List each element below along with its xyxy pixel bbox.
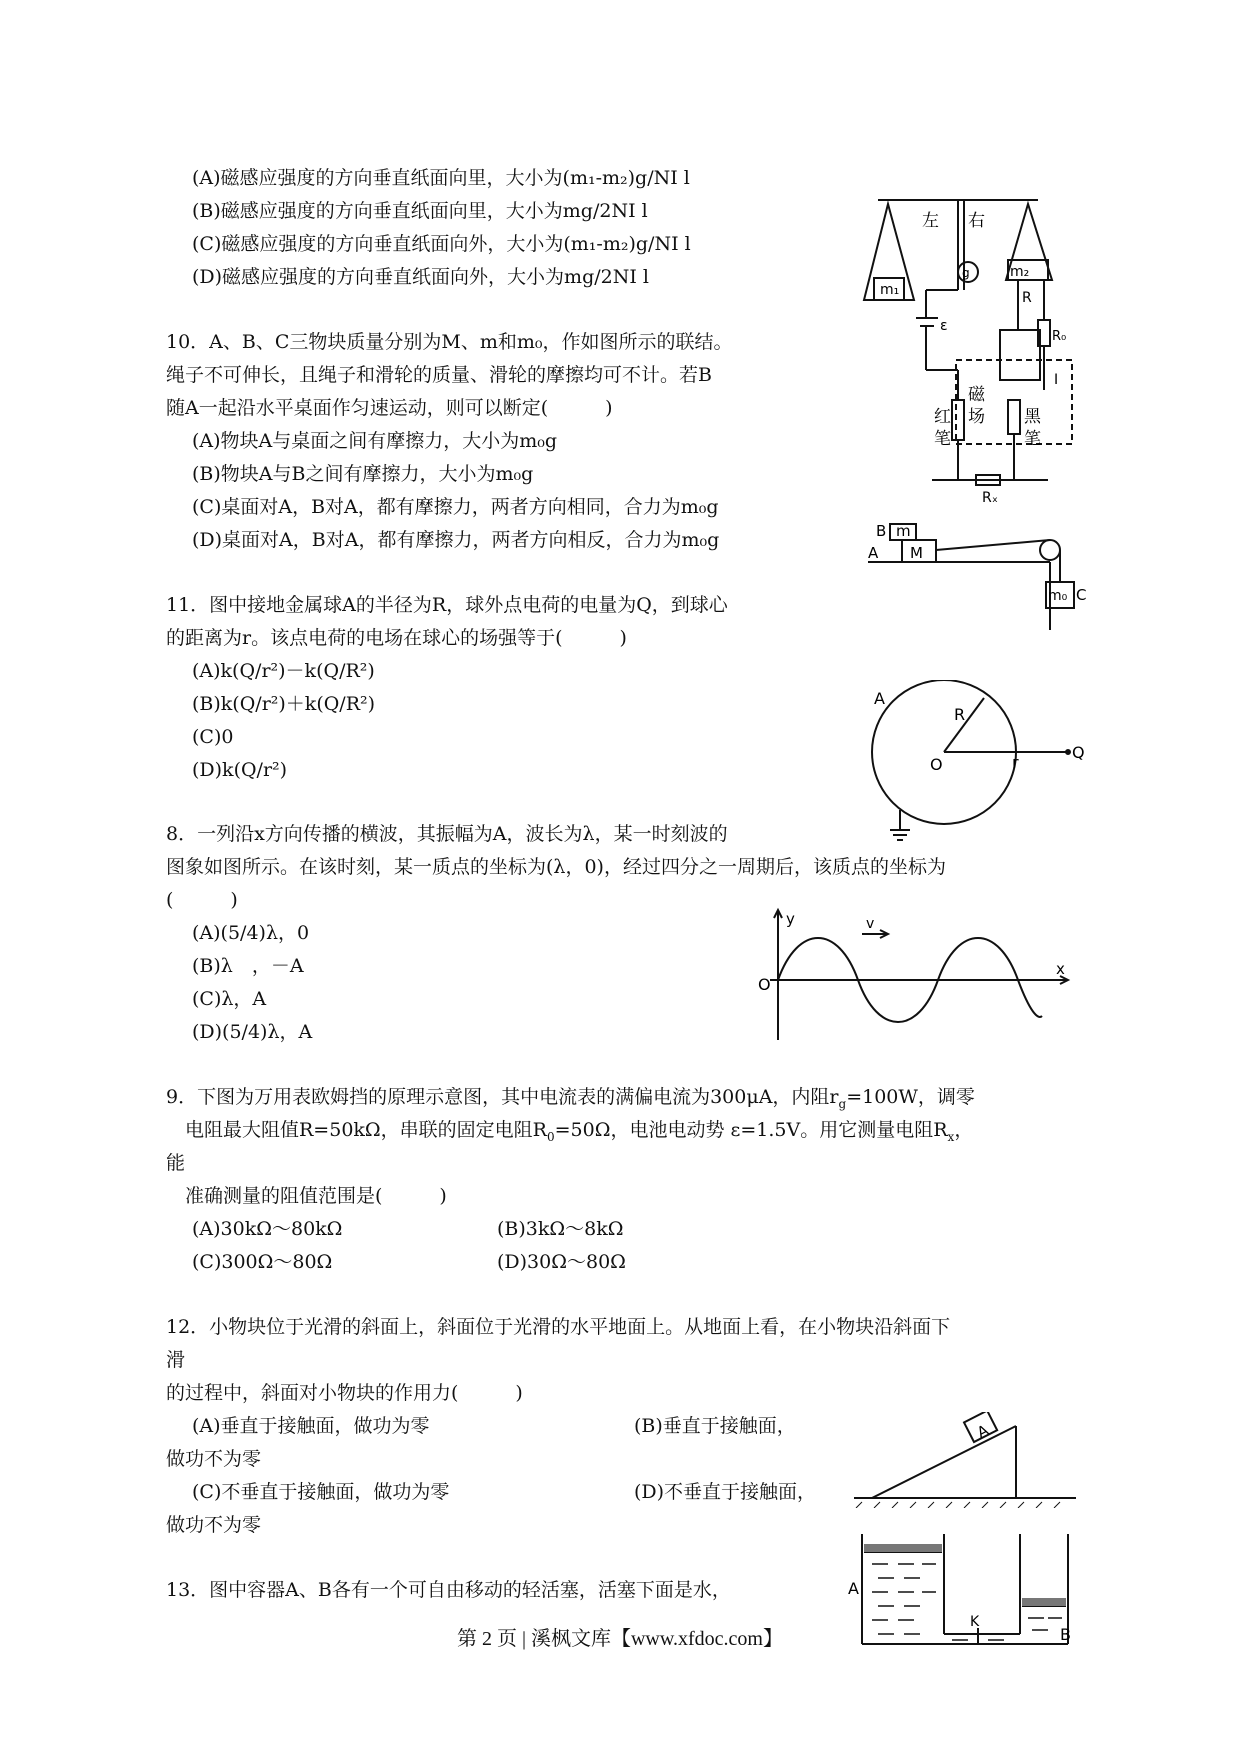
q11-stem-2: 的距离为r。该点电荷的电场在球心的场强等于( ): [166, 627, 627, 649]
q9-option-c: (C)300Ω～80Ω: [192, 1251, 333, 1273]
q9-option-b: (B)3kΩ～8kΩ: [497, 1218, 624, 1240]
balance-m1-label: m₁: [880, 282, 900, 298]
q12-option-d: (D)不垂直于接触面，: [634, 1481, 817, 1503]
q8-option-d: (D)(5/4)λ，A: [192, 1021, 313, 1043]
grounded-sphere-figure: [860, 680, 1100, 850]
balance-circuit-figure: [858, 190, 1088, 530]
q9-option-a: (A)30kΩ～80kΩ: [192, 1218, 343, 1240]
q8-option-b: (B)λ ，－A: [192, 955, 304, 977]
galvanometer-g-label: g: [962, 266, 970, 280]
charge-q-label: Q: [1072, 743, 1085, 762]
y-axis-label: y: [786, 910, 795, 928]
resistor-r0-label: R₀: [1052, 329, 1067, 344]
q9-stem-1: 9．下图为万用表欧姆挡的原理示意图，其中电流表的满偏电流为300μA，内阻$r_g=100W$，调零: [166, 1086, 975, 1111]
black-probe-label-1: 黑: [1024, 407, 1041, 427]
q9-stem-4: 准确测量的阻值范围是( ): [166, 1185, 447, 1207]
q12-option-b: (B)垂直于接触面，: [634, 1415, 796, 1437]
q11-option-b: (B)k(Q/r²)＋k(Q/R²): [192, 693, 376, 715]
block-a-label: A: [868, 544, 879, 562]
blocks-pulley-figure: [860, 522, 1100, 632]
incline-block-label: A: [974, 1421, 992, 1442]
q10-stem-3: 随A一起沿水平桌面作匀速运动，则可以断定( ): [166, 397, 613, 419]
incline-figure: [850, 1412, 1080, 1508]
q12-stem-3: 的过程中，斜面对小物块的作用力( ): [166, 1382, 523, 1404]
container-b-label: B: [1060, 1625, 1071, 1644]
container-a-label: A: [848, 1579, 859, 1598]
option-a: (A)磁感应强度的方向垂直纸面向里，大小为(m₁-m₂)g/NI l: [192, 167, 690, 189]
balance-m2-label: m₂: [1010, 264, 1030, 280]
block-b-label: B: [876, 522, 887, 540]
balance-left-label: 左: [922, 211, 939, 231]
balance-r-label: R: [1022, 290, 1032, 306]
q11-option-c: (C)0: [192, 726, 234, 748]
q10-option-a: (A)物块A与桌面之间有摩擦力，大小为m₀g: [192, 430, 558, 452]
wave-graph-figure: [750, 906, 1080, 1046]
q9-stem-2: 电阻最大阻值R=50kΩ，串联的固定电阻$R_0=50\Omega$，电池电动势 ε=1.5V。用它测量电阻$R_x$，: [166, 1119, 974, 1144]
sphere-center-label: O: [930, 755, 943, 774]
sphere-a-label: A: [874, 689, 885, 708]
valve-k-label: K: [970, 1614, 980, 1630]
q8-option-a: (A)(5/4)λ，0: [192, 922, 310, 944]
q12-option-c: (C)不垂直于接触面，做功为零: [192, 1481, 450, 1503]
q8-stem-1: 8．一列沿x方向传播的横波，其振幅为A，波长为λ，某一时刻波的: [166, 823, 728, 845]
q8-option-c: (C)λ，A: [192, 988, 267, 1010]
q9-option-d: (D)30Ω～80Ω: [497, 1251, 626, 1273]
black-probe-label-2: 笔: [1024, 429, 1041, 449]
q12-option-d-cont: 做功不为零: [166, 1514, 262, 1536]
sphere-radius-label: R: [954, 705, 966, 724]
balance-right-label: 右: [968, 211, 985, 231]
q12-option-b-cont: 做功不为零: [166, 1448, 262, 1470]
q8-stem-3: ( ): [166, 889, 238, 911]
battery-eps-label: ε: [940, 318, 948, 334]
field-mag1-label: 磁: [968, 385, 985, 405]
option-b: (B)磁感应强度的方向垂直纸面向里，大小为mg/2NI l: [192, 200, 648, 222]
q9-stem-3: 能: [166, 1152, 186, 1174]
q10-stem-2: 绳子不可伸长，且绳子和滑轮的质量、滑轮的摩擦均可不计。若B: [166, 364, 712, 386]
q10-option-c: (C)桌面对A，B对A，都有摩擦力，两者方向相同，合力为m₀g: [192, 496, 719, 518]
q12-option-a: (A)垂直于接触面，做功为零: [192, 1415, 430, 1437]
resistor-rx-label: Rₓ: [982, 490, 998, 506]
q12-stem-1: 12．小物块位于光滑的斜面上，斜面位于光滑的水平地面上。从地面上看，在小物块沿斜面下: [166, 1316, 951, 1338]
red-probe-label-2: 笔: [934, 429, 951, 449]
q10-stem-1: 10．A、B、C三物块质量分别为M、m和m₀，作如图所示的联结。: [166, 331, 733, 353]
option-d: (D)磁感应强度的方向垂直纸面向外，大小为mg/2NI l: [192, 266, 649, 288]
x-axis-label: x: [1056, 960, 1065, 978]
q12-stem-2: 滑: [166, 1349, 186, 1371]
velocity-label: v: [866, 916, 875, 932]
current-i-label: I: [1054, 372, 1059, 388]
page-footer: 第 2 页 | 溪枫文库【www.xfdoc.com】: [456, 1628, 783, 1650]
q11-option-d: (D)k(Q/r²): [192, 759, 288, 781]
q10-option-d: (D)桌面对A，B对A，都有摩擦力，两者方向相反，合力为m₀g: [192, 529, 720, 551]
red-probe-label-1: 红: [934, 407, 951, 427]
q11-option-a: (A)k(Q/r²)－k(Q/R²): [192, 660, 375, 682]
distance-r-label: r: [1012, 753, 1019, 772]
block-c-label: C: [1076, 586, 1087, 604]
q13-stem-1: 13．图中容器A、B各有一个可自由移动的轻活塞，活塞下面是水，: [166, 1579, 731, 1601]
field-mag2-label: 场: [968, 407, 985, 427]
block-m-label: m: [896, 522, 911, 540]
q10-option-b: (B)物块A与B之间有摩擦力，大小为m₀g: [192, 463, 534, 485]
option-c: (C)磁感应强度的方向垂直纸面向外，大小为(m₁-m₂)g/NI l: [192, 233, 691, 255]
block-big-m-label: M: [910, 544, 923, 562]
origin-label: O: [758, 975, 771, 994]
block-m0-label: m₀: [1048, 588, 1068, 604]
q8-stem-2: 图象如图所示。在该时刻，某一质点的坐标为(λ，0)，经过四分之一周期后，该质点的坐标为: [166, 856, 946, 878]
q11-stem-1: 11．图中接地金属球A的半径为R，球外点电荷的电量为Q，到球心: [166, 594, 728, 616]
